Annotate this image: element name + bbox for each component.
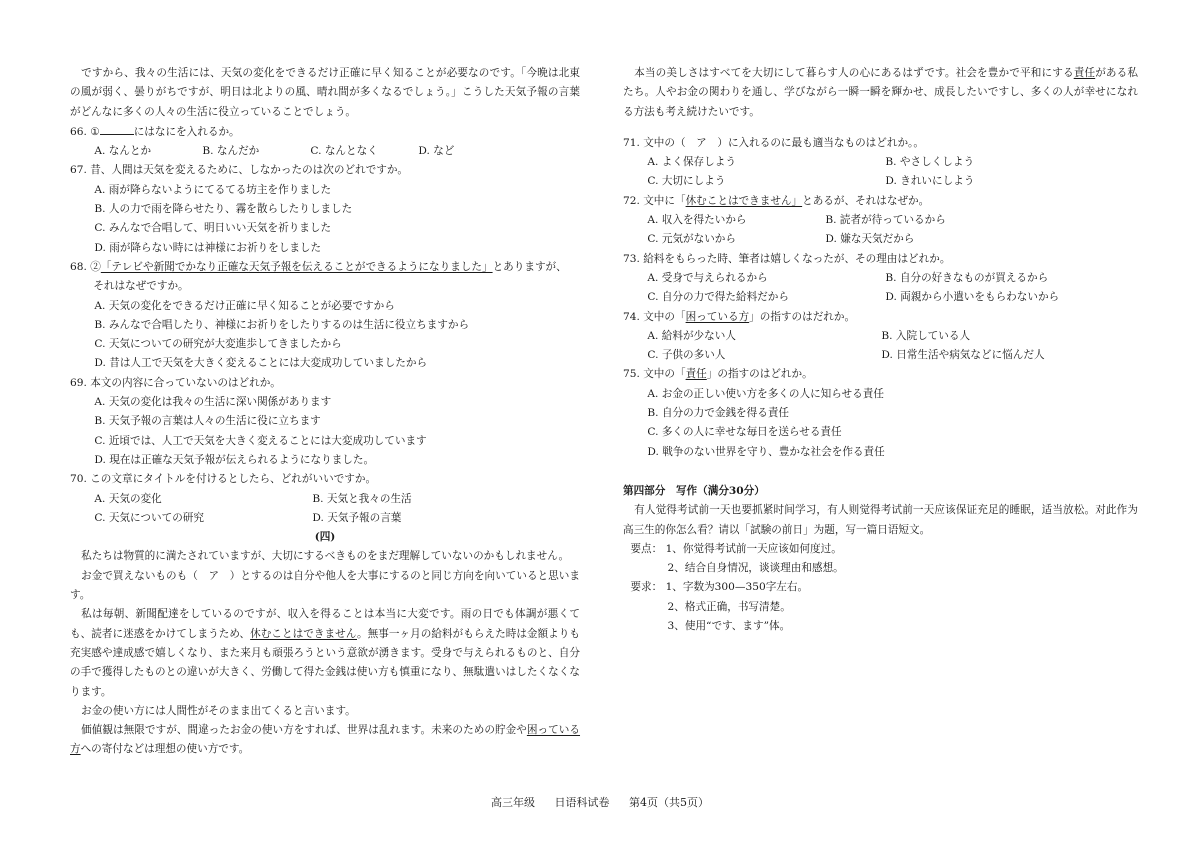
q75-option-b[interactable]: B. 自分の力で金銭を得る責任 (647, 407, 790, 420)
footer-grade: 高三年级 (491, 796, 535, 809)
points-label: 要点： (630, 542, 663, 555)
q74-options-row2 (623, 346, 1138, 365)
q71-option-c[interactable]: C. 大切にしよう (647, 175, 726, 188)
q71-options-row1 (623, 153, 1138, 172)
writing-req-3: 3、使用“です、ます”体。 (667, 620, 791, 633)
page-footer (0, 794, 1200, 810)
q72-option-b[interactable]: B. 読者が待っているから (825, 214, 946, 227)
passage-p4: お金の使い方には人間性がそのまま出てくると言います。 (81, 704, 356, 717)
q75-suffix: 」の指すのはどれか。 (706, 368, 813, 381)
q68-line2: それはなぜですか。 (93, 280, 189, 293)
q75-underlined: 責任 (685, 368, 707, 381)
q73-options-row2 (623, 288, 1138, 307)
spacer (623, 122, 1138, 134)
q71-options-row2 (623, 172, 1138, 191)
writing-req-1 (623, 578, 1138, 597)
p6-text-a: 本当の美しさはすべてを大切にして暮らす人の心にあるはずです。社会を豊かで平和にする (634, 67, 1074, 79)
q70-option-d[interactable]: D. 天気予報の言葉 (312, 511, 402, 524)
passage-intro: ですから、我々の生活には、天気の変化をできるだけ正確に早く知ることが必要なのです。「今晩は北東の風が弱く、曇りがちですが、明日は北よりの風、晴れ間が多くなるでしょう。」こうした天気予報の言葉がどんなに多くの人々の生活に役立っていることでしょう。 (70, 67, 580, 118)
q71-option-d[interactable]: D. きれいにしよう (885, 175, 975, 188)
q71-option-b[interactable]: B. やさしくしよう (885, 156, 975, 169)
q68-suffix: とありますが、 (492, 260, 567, 273)
q73-option-c[interactable]: C. 自分の力で得た給料だから (647, 291, 789, 304)
q74-options-row1 (623, 327, 1138, 346)
req-label: 要求： (630, 581, 663, 594)
q74-option-a[interactable]: A. 給料が少ない人 (647, 329, 736, 342)
q66-text: にはなにを入れるか。 (133, 125, 240, 138)
q71-option-a[interactable]: A. よく保存しよう (647, 156, 736, 169)
passage-p3 (70, 605, 580, 701)
q67-option-b[interactable]: B. 人の力で雨を降らせたり、霧を散らしたりしました (94, 203, 353, 216)
q72-options-row2 (623, 230, 1138, 249)
q70-options-row1 (70, 490, 580, 509)
p3-text-b: 。無事一ヶ月の給料がもらえた時は金額よりも充実感や達成感で嬉しくなり、また来月も頑張ろうという意欲が湧きます。受身で与えられるものと、自分の手で獲得したものとの違いが大きく、労働して得た金銭は使い方も慎重になり、無駄遣いはしたくなくなります。 (70, 627, 581, 698)
q66-number: 66. ① (70, 125, 100, 138)
p5-text-b: への寄付などは理想の使い方です。 (80, 743, 250, 756)
q72-option-c[interactable]: C. 元気がないから (647, 233, 736, 246)
passage-p1: 私たちは物質的に満たされていますが、大切にするべきものをまだ理解していないのかもしれません。 (81, 550, 570, 563)
footer-subject: 日语科试卷 (554, 796, 610, 809)
p6-underlined: 責任 (1073, 67, 1096, 79)
question-68 (70, 258, 580, 277)
left-column (70, 64, 580, 760)
q75-prefix: 75. 文中の「 (623, 368, 686, 381)
p5-text-a: 価値観は無限ですが、間違ったお金の使い方をすれば、世界は乱れます。未来のための貯金や (81, 724, 527, 737)
q75-option-c[interactable]: C. 多くの人に幸せな毎日を送らせる責任 (647, 426, 842, 439)
q70-option-c[interactable]: C. 天気についての研究 (94, 511, 204, 524)
q72-option-a[interactable]: A. 収入を得たいから (647, 214, 747, 227)
q69-option-b[interactable]: B. 天気予報の言葉は人々の生活に役に立ちます (94, 415, 321, 428)
writing-section-title: 第四部分 写作（满分30分） (623, 484, 765, 497)
p6-text-b: がある私たち。人やお金の関わりを通し、学びながら一瞬一瞬を輝かせ、成長したいですし、多くの人が幸せになれる方法も考え続けたいです。 (623, 67, 1138, 118)
q75-option-d[interactable]: D. 戦争のない世界を守り、豊かな社会を作る責任 (647, 445, 885, 458)
q66-option-d[interactable]: D. など (418, 145, 455, 158)
p3-underlined: 休むことはできません (250, 627, 357, 640)
question-66 (70, 122, 580, 142)
q72-underlined: 休むことはできません」 (685, 194, 803, 207)
q68-option-b[interactable]: B. みんなで合唱したり、神様にお祈りをしたりするのは生活に役立ちますから (94, 318, 470, 331)
q67-option-a[interactable]: A. 雨が降らないようにてるてる坊主を作りました (94, 183, 332, 196)
question-73: 73. 給料をもらった時、筆者は嬉しくなったが、その理由はどれか。 (623, 252, 951, 265)
writing-point-1 (623, 540, 1138, 559)
passage-p5 (70, 721, 580, 760)
section-heading-4: (四) (314, 531, 336, 544)
q74-suffix: 」の指すのはだれか。 (749, 310, 856, 323)
q66-option-a[interactable]: A. なんとか (94, 145, 152, 158)
q73-option-d[interactable]: D. 両親から小遣いをもらわないから (885, 291, 1060, 304)
passage-p2: お金で買えないものも（ ア ）とするのは自分や他人を大事にするのと同じ方向を向いていると思います。 (70, 569, 580, 602)
q72-options-row1 (623, 211, 1138, 230)
q68-option-d[interactable]: D. 昔は人工で天気を大きく変えることには大変成功していましたから (94, 357, 428, 370)
q69-option-c[interactable]: C. 近頃では、人工で天気を大きく変えることには大変成功しています (94, 434, 427, 447)
writing-req-2: 2、格式正确，书写清楚。 (667, 600, 791, 613)
right-column (623, 64, 1138, 636)
q73-options-row1 (623, 269, 1138, 288)
q74-option-b[interactable]: B. 入院している人 (881, 329, 971, 342)
q66-blank (100, 122, 134, 135)
q73-option-a[interactable]: A. 受身で与えられるから (647, 271, 768, 284)
q70-option-b[interactable]: B. 天気と我々の生活 (312, 492, 412, 505)
passage-p6 (623, 64, 1138, 122)
q66-option-c[interactable]: C. なんとなく (310, 145, 378, 158)
question-70: 70. この文章にタイトルを付けるとしたら、どれがいいですか。 (70, 473, 377, 486)
question-74 (623, 308, 1138, 327)
question-69: 69. 本文の内容に合っていないのはどれか。 (70, 376, 281, 389)
p3-text-a: 私は毎朝、新聞配達をしているのですが、収入を得ることは本当に大変です。雨の日でも体調が悪くても、読者に迷惑をかけてしまうため、 (70, 608, 580, 640)
spacer (623, 462, 1138, 474)
point-1-text: 1、你觉得考试前一天应该如何度过。 (665, 542, 842, 555)
question-71: 71. 文中の（ ア ）に入れるのに最も適当なものはどれか。。 (623, 136, 924, 149)
question-75 (623, 365, 1138, 384)
q70-option-a[interactable]: A. 天気の変化 (94, 492, 162, 505)
q74-option-d[interactable]: D. 日常生活や病気などに悩んだ人 (881, 349, 1045, 362)
q66-option-b[interactable]: B. なんだか (202, 145, 260, 158)
req-1-text: 1、字数为300—350字左右。 (665, 581, 809, 594)
p5-underlined: 困っている方 (70, 724, 581, 756)
question-67: 67. 昔、人間は天気を変えるために、しなかったのは次のどれですか。 (70, 164, 409, 177)
q73-option-b[interactable]: B. 自分の好きなものが買えるから (885, 271, 1049, 284)
q72-option-d[interactable]: D. 嫌な天気だから (825, 233, 915, 246)
q74-prefix: 74. 文中の「 (623, 310, 686, 323)
q72-suffix: とあるが、それはなぜか。 (802, 194, 930, 207)
q68-underlined: 「テレビや新聞でかなり正確な天気予報を伝えることができるようになりました」 (100, 260, 493, 273)
question-72 (623, 192, 1138, 211)
writing-prompt: 有人觉得考试前一天也要抓紧时间学习，有人则觉得考试前一天应该保证充足的睡眠，适当放松。对此作为高三生的你怎么看？请以「試験の前日」为题，写一篇日语短文。 (623, 504, 1138, 536)
q68-option-a[interactable]: A. 天気の変化をできるだけ正確に早く知ることが必要ですから (94, 299, 395, 312)
q67-option-c[interactable]: C. みんなで合唱して、明日いい天気を祈りました (94, 222, 332, 235)
q68-prefix: 68. ② (70, 260, 101, 273)
q69-option-d[interactable]: D. 現在は正確な天気予報が伝えられるようになりました。 (94, 453, 375, 466)
q66-options (70, 142, 580, 161)
q74-underlined: 困っている方 (685, 310, 750, 323)
q68-option-c[interactable]: C. 天気についての研究が大変進歩してきましたから (94, 338, 342, 351)
q67-option-d[interactable]: D. 雨が降らない時には神様にお祈りをしました (94, 241, 322, 254)
writing-point-2: 2、结合自身情况，谈谈理由和感想。 (667, 562, 844, 575)
footer-page-number: 第4页（共5页） (629, 796, 709, 809)
q70-options-row2 (70, 509, 580, 528)
q74-option-c[interactable]: C. 子供の多い人 (647, 349, 726, 362)
q69-option-a[interactable]: A. 天気の変化は我々の生活に深い関係があります (94, 396, 332, 409)
q72-prefix: 72. 文中に「 (623, 194, 686, 207)
q75-option-a[interactable]: A. お金の正しい使い方を多くの人に知らせる責任 (647, 387, 884, 400)
